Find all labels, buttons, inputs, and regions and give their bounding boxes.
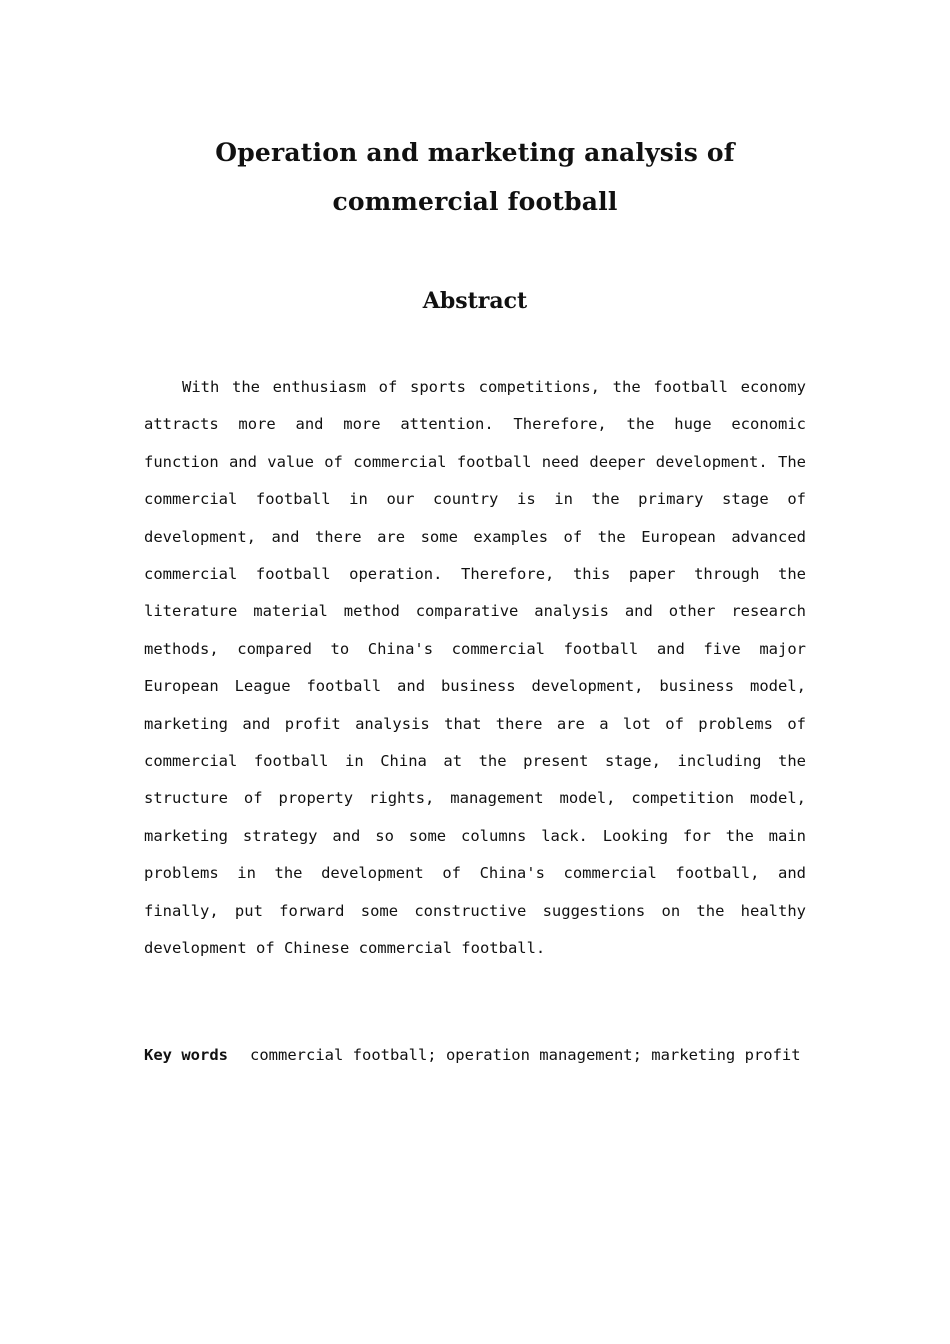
keywords-line — [144, 1037, 806, 1074]
keywords-text: commercial football; operation management; marketing profit — [250, 1046, 801, 1064]
abstract-body: With the enthusiasm of sports competitions, the football economy attracts more and more attention. Therefore, the huge economic function and value of commercial football need deeper development. The commercial football in our country is in the primary stage of development, and there are some examples of the European advanced commercial football operation. Therefore, this paper through the literature material method comparative analysis and other research methods, compared to China's commercial football and five major European League football and business development, business model, marketing and profit analysis that there are a lot of problems of commercial football in China at the present stage, including the structure of property rights, management model, competition model, marketing strategy and so some columns lack. Looking for the main problems in the development of China's commercial football, and finally, put forward some constructive suggestions on the healthy development of Chinese commercial football. — [144, 378, 806, 958]
abstract-heading: Abstract — [422, 288, 528, 314]
paper-title: Operation and marketing analysis of commercial football — [215, 138, 735, 216]
keywords-label: Key words — [144, 1046, 228, 1064]
